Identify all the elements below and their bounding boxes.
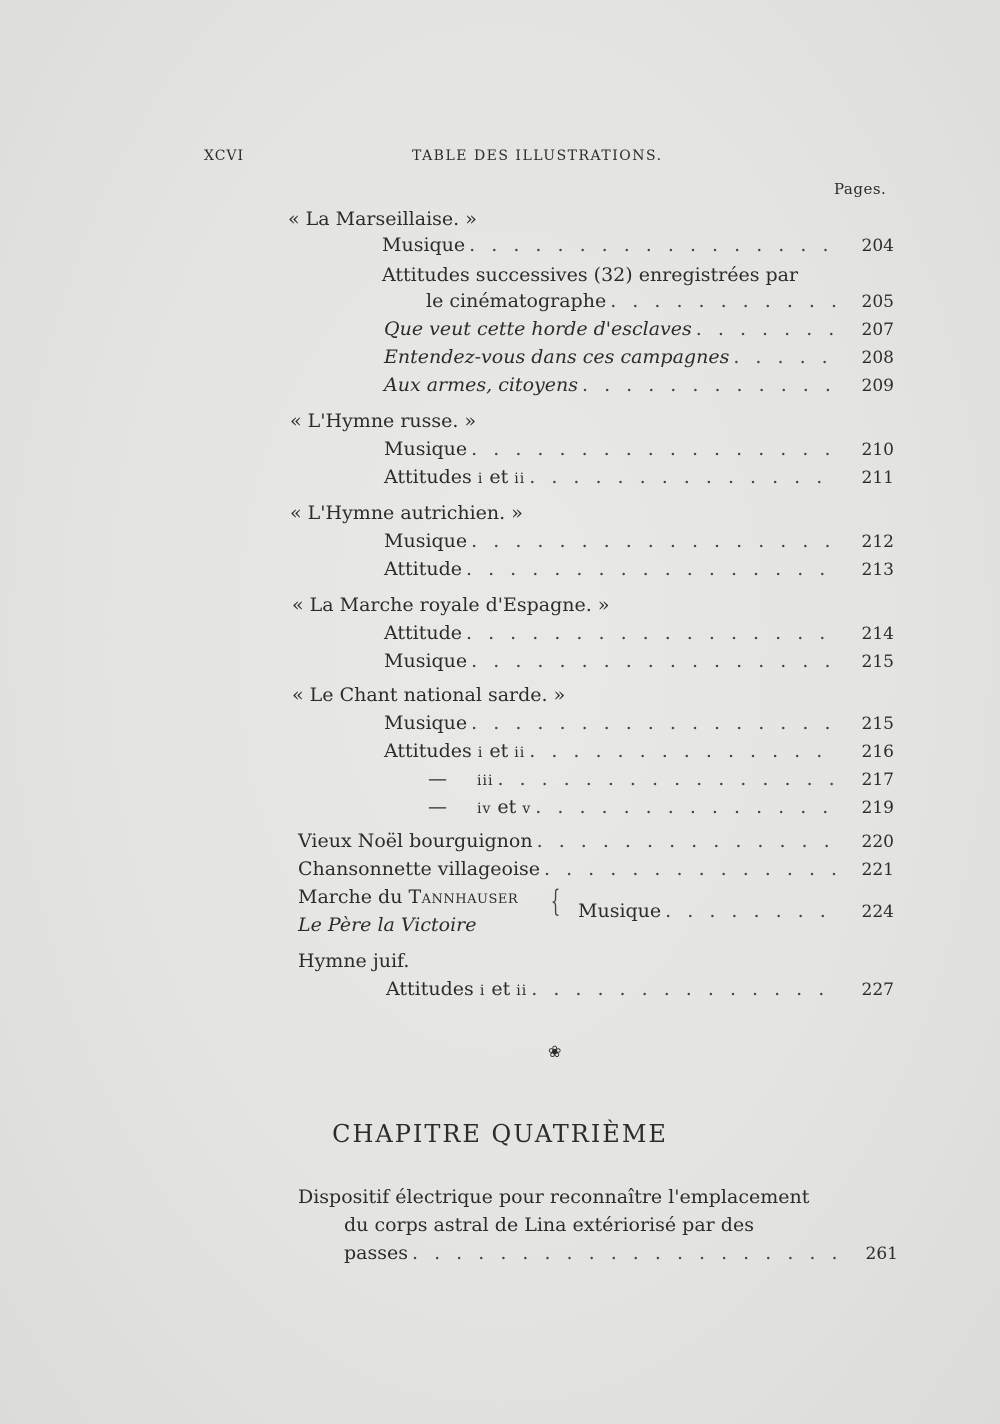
toc-entry xyxy=(344,1242,898,1270)
entry-label: Attitude xyxy=(384,558,463,580)
section-title-hymne-russe: « L'Hymne russe. » xyxy=(290,410,477,432)
entry-label: Entendez-vous dans ces campagnes xyxy=(384,346,730,368)
entry-label-line1: Attitudes successives (32) enregistrées par xyxy=(382,264,799,286)
running-title: TABLE DES ILLUSTRATIONS. xyxy=(412,148,663,164)
toc-entry xyxy=(578,900,894,928)
dot-leader xyxy=(610,290,838,312)
entry-label: Que veut cette horde d'esclaves xyxy=(384,318,692,340)
section-title-hymne-juif: Hymne juif. xyxy=(298,950,410,972)
chapter-heading: CHAPITRE QUATRIÈME xyxy=(332,1120,668,1148)
page-number: 214 xyxy=(861,624,894,644)
entry-label: Chansonnette villageoise xyxy=(298,858,541,880)
toc-entry xyxy=(428,796,894,824)
page-number: 227 xyxy=(861,980,894,1000)
entry-label-tannhauser: Marche du Tannhauser xyxy=(298,886,519,908)
entry-label: Vieux Noël bourguignon xyxy=(298,830,533,852)
page-number: 221 xyxy=(861,860,894,880)
entry-label: Attitudes i et ii xyxy=(384,740,526,762)
dot-leader xyxy=(471,438,838,460)
entry-label: Aux armes, citoyens xyxy=(384,374,578,396)
dot-leader xyxy=(531,978,838,1000)
section-title-marche-espagne: « La Marche royale d'Espagne. » xyxy=(292,594,610,616)
toc-entry xyxy=(298,858,894,886)
chapter-entry-line2: du corps astral de Lina extériorisé par des xyxy=(344,1214,754,1236)
pages-column-label: Pages. xyxy=(834,180,887,198)
dot-leader xyxy=(466,558,838,580)
dot-leader xyxy=(469,234,838,256)
page-number: 209 xyxy=(861,376,894,396)
dot-leader xyxy=(665,900,838,922)
dot-leader xyxy=(497,768,838,790)
toc-entry xyxy=(384,740,894,768)
page-number: 215 xyxy=(861,652,894,672)
dot-leader xyxy=(544,858,838,880)
toc-entry xyxy=(428,768,894,796)
entry-label: Attitude xyxy=(384,622,463,644)
dot-leader xyxy=(733,346,838,368)
dot-leader xyxy=(471,712,838,734)
toc-entry xyxy=(384,650,894,678)
entry-label: Attitudes i et ii xyxy=(386,978,528,1000)
page-number: 215 xyxy=(861,714,894,734)
page-number: 217 xyxy=(861,770,894,790)
entry-label: Musique xyxy=(384,650,468,672)
page-number: 220 xyxy=(861,832,894,852)
toc-entry xyxy=(298,830,894,858)
section-title-chant-sarde: « Le Chant national sarde. » xyxy=(292,684,566,706)
entry-label: le cinématographe xyxy=(426,290,607,312)
dot-leader xyxy=(537,830,838,852)
page-number: 211 xyxy=(861,468,894,488)
page-number: 219 xyxy=(861,798,894,818)
page-number: 212 xyxy=(861,532,894,552)
toc-entry xyxy=(384,374,894,402)
entry-label: Musique xyxy=(578,900,662,922)
dot-leader xyxy=(471,650,838,672)
toc-entry xyxy=(384,346,894,374)
section-title-marseillaise: « La Marseillaise. » xyxy=(288,208,477,230)
dot-leader xyxy=(529,466,838,488)
page-number: 224 xyxy=(861,902,894,922)
dot-leader xyxy=(696,318,838,340)
page-number: 216 xyxy=(861,742,894,762)
section-title-hymne-autrichien: « L'Hymne autrichien. » xyxy=(290,502,523,524)
page-number: 204 xyxy=(861,236,894,256)
dot-leader xyxy=(535,796,838,818)
folio-number: XCVI xyxy=(204,148,245,164)
toc-entry xyxy=(384,466,894,494)
entry-label: — iii xyxy=(428,768,494,790)
entry-label: Musique xyxy=(382,234,466,256)
entry-label: Musique xyxy=(384,530,468,552)
entry-label: passes xyxy=(344,1242,408,1264)
toc-entry xyxy=(384,712,894,740)
entry-label: Attitudes i et ii xyxy=(384,466,526,488)
dot-leader xyxy=(582,374,838,396)
dot-leader xyxy=(471,530,838,552)
toc-entry xyxy=(384,318,894,346)
page-number: 208 xyxy=(861,348,894,368)
page-number: 210 xyxy=(861,440,894,460)
page-number: 205 xyxy=(861,292,894,312)
toc-entry xyxy=(384,438,894,466)
entry-label: — iv et v xyxy=(428,796,532,818)
dot-leader xyxy=(529,740,838,762)
brace-symbol: { xyxy=(550,884,561,919)
flower-ornament-icon: ❀ xyxy=(548,1042,562,1061)
toc-entry xyxy=(384,530,894,558)
dot-leader xyxy=(466,622,838,644)
page-number: 261 xyxy=(865,1244,898,1264)
toc-entry xyxy=(426,290,894,318)
page-number: 213 xyxy=(861,560,894,580)
toc-entry xyxy=(384,558,894,586)
toc-entry xyxy=(386,978,894,1006)
entry-label-pere-victoire: Le Père la Victoire xyxy=(298,914,477,936)
entry-label: Musique xyxy=(384,712,468,734)
chapter-entry-line1: Dispositif électrique pour reconnaître l'emplacement xyxy=(298,1186,810,1208)
toc-entry xyxy=(384,622,894,650)
dot-leader xyxy=(412,1242,842,1264)
page-number: 207 xyxy=(861,320,894,340)
entry-label: Musique xyxy=(384,438,468,460)
toc-entry xyxy=(382,234,894,262)
